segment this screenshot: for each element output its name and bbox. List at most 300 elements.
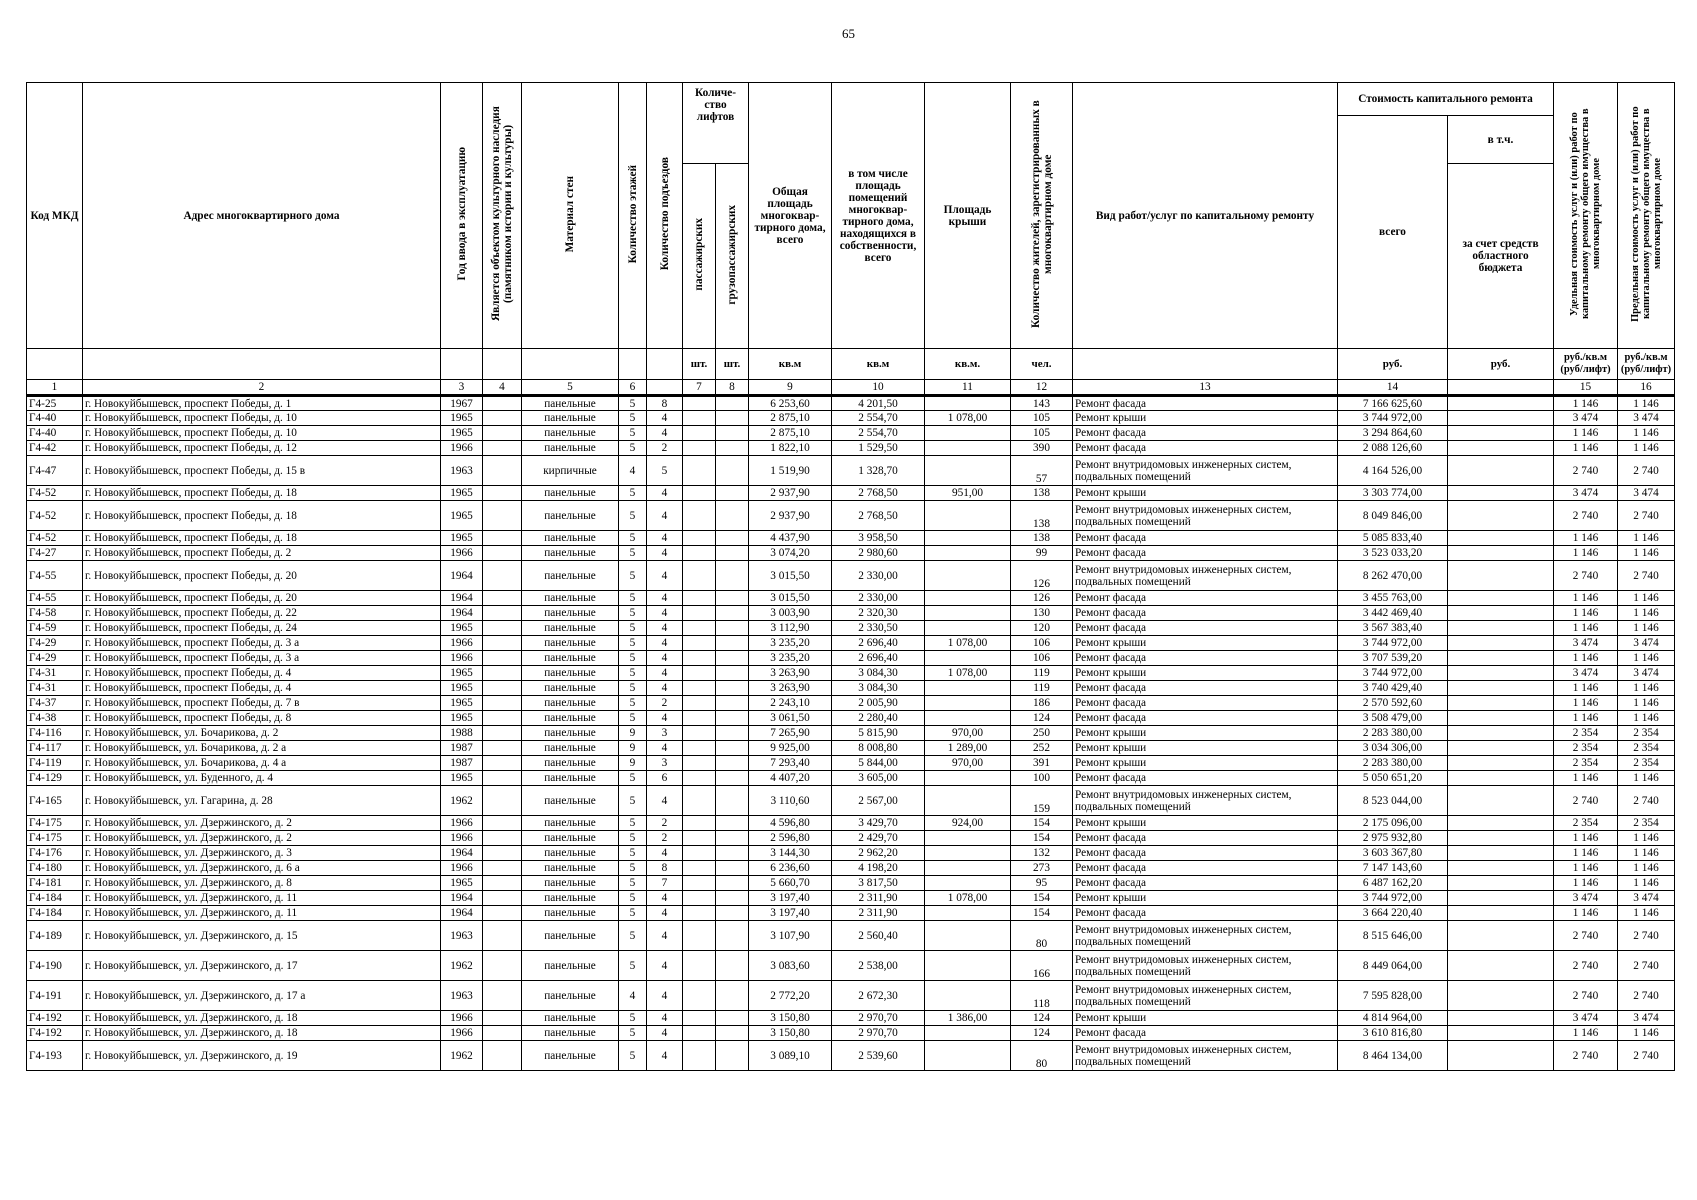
cell-address: г. Новокуйбышевск, ул. Бочарикова, д. 2 а (83, 741, 441, 756)
cell-residents: 80 (1011, 1041, 1073, 1071)
cell-address: г. Новокуйбышевск, ул. Дзержинского, д. 2 (83, 816, 441, 831)
cell-owned-area: 2 970,70 (832, 1026, 925, 1041)
cell-lifts-passenger (683, 1041, 716, 1071)
cell-lifts-cargo (716, 546, 749, 561)
cell-cost-total: 2 175 096,00 (1338, 816, 1448, 831)
cell-wall-material: панельные (522, 786, 619, 816)
cell-work-type: Ремонт внутридомовых инженерных систем, подвальных помещений (1073, 921, 1338, 951)
cell-lifts-cargo (716, 666, 749, 681)
cell-unit-cost: 2 354 (1554, 816, 1618, 831)
cell-code: Г4-58 (27, 606, 83, 621)
column-numbers-row (27, 380, 1675, 396)
column-number (1448, 380, 1554, 396)
cell-unit-cost: 1 146 (1554, 876, 1618, 891)
cell-residents: 118 (1011, 981, 1073, 1011)
cell-max-cost: 1 146 (1618, 441, 1675, 456)
cell-lifts-cargo (716, 846, 749, 861)
cell-entrances: 4 (647, 501, 683, 531)
cell-cost-total: 3 303 774,00 (1338, 486, 1448, 501)
table-row (27, 1041, 1675, 1071)
cell-max-cost: 1 146 (1618, 1026, 1675, 1041)
cell-cost-total: 3 744 972,00 (1338, 891, 1448, 906)
table-row (27, 906, 1675, 921)
cell-wall-material: панельные (522, 546, 619, 561)
cell-address: г. Новокуйбышевск, проспект Победы, д. 4 (83, 666, 441, 681)
cell-year: 1966 (441, 831, 483, 846)
cell-lifts-cargo (716, 921, 749, 951)
cell-heritage (483, 921, 522, 951)
cell-cost-total: 8 523 044,00 (1338, 786, 1448, 816)
cell-lifts-passenger (683, 456, 716, 486)
cell-owned-area: 2 962,20 (832, 846, 925, 861)
table-row (27, 861, 1675, 876)
cell-owned-area: 3 958,50 (832, 531, 925, 546)
cell-address: г. Новокуйбышевск, проспект Победы, д. 1 (83, 396, 441, 411)
cell-wall-material: панельные (522, 441, 619, 456)
cell-work-type: Ремонт фасада (1073, 591, 1338, 606)
units-row (27, 349, 1675, 380)
cell-entrances: 6 (647, 771, 683, 786)
cell-code: Г4-193 (27, 1041, 83, 1071)
cell-heritage (483, 546, 522, 561)
cell-address: г. Новокуйбышевск, проспект Победы, д. 20 (83, 561, 441, 591)
cell-code: Г4-52 (27, 486, 83, 501)
header-roof-area: Площадь крыши (925, 83, 1011, 349)
cell-entrances: 4 (647, 1041, 683, 1071)
cell-roof-area (925, 876, 1011, 891)
cell-heritage (483, 666, 522, 681)
cell-heritage (483, 906, 522, 921)
cell-work-type: Ремонт крыши (1073, 726, 1338, 741)
cell-cost-regional (1448, 921, 1554, 951)
cell-work-type: Ремонт фасада (1073, 651, 1338, 666)
cell-unit-cost: 1 146 (1554, 606, 1618, 621)
cell-residents: 130 (1011, 606, 1073, 621)
cell-address: г. Новокуйбышевск, ул. Дзержинского, д. 18 (83, 1011, 441, 1026)
cell-entrances: 4 (647, 546, 683, 561)
cell-max-cost: 2 740 (1618, 456, 1675, 486)
cell-lifts-cargo (716, 951, 749, 981)
cell-owned-area: 2 311,90 (832, 906, 925, 921)
cell-roof-area (925, 441, 1011, 456)
cell-roof-area: 1 386,00 (925, 1011, 1011, 1026)
cell-wall-material: панельные (522, 1041, 619, 1071)
cell-heritage (483, 636, 522, 651)
cell-unit-cost: 2 740 (1554, 561, 1618, 591)
cell-lifts-cargo (716, 636, 749, 651)
cell-cost-total: 2 283 380,00 (1338, 756, 1448, 771)
cell-cost-regional (1448, 396, 1554, 411)
table-row (27, 921, 1675, 951)
cell-total-area: 3 197,40 (749, 891, 832, 906)
cell-total-area: 3 150,80 (749, 1011, 832, 1026)
cell-code: Г4-55 (27, 561, 83, 591)
cell-lifts-cargo (716, 696, 749, 711)
cell-floors: 5 (619, 621, 647, 636)
cell-floors: 9 (619, 756, 647, 771)
column-number: 12 (1011, 380, 1073, 396)
cell-cost-total: 2 088 126,60 (1338, 441, 1448, 456)
cell-cost-total: 3 610 816,80 (1338, 1026, 1448, 1041)
cell-cost-total: 8 049 846,00 (1338, 501, 1448, 531)
column-number: 5 (522, 380, 619, 396)
cell-heritage (483, 711, 522, 726)
cell-entrances: 4 (647, 921, 683, 951)
cell-year: 1964 (441, 906, 483, 921)
cell-unit-cost: 2 354 (1554, 741, 1618, 756)
table-header (27, 83, 1675, 396)
column-number: 11 (925, 380, 1011, 396)
table-row (27, 726, 1675, 741)
cell-total-area: 2 596,80 (749, 831, 832, 846)
cell-entrances: 4 (647, 636, 683, 651)
cell-owned-area: 2 567,00 (832, 786, 925, 816)
cell-lifts-cargo (716, 1041, 749, 1071)
cell-owned-area: 3 429,70 (832, 816, 925, 831)
cell-heritage (483, 756, 522, 771)
column-number: 4 (483, 380, 522, 396)
cell-heritage (483, 486, 522, 501)
cell-address: г. Новокуйбышевск, ул. Бочарикова, д. 2 (83, 726, 441, 741)
unit-rub: руб. (1338, 349, 1448, 380)
cell-wall-material: панельные (522, 696, 619, 711)
cell-lifts-passenger (683, 681, 716, 696)
cell-cost-regional (1448, 411, 1554, 426)
cell-address: г. Новокуйбышевск, проспект Победы, д. 4 (83, 681, 441, 696)
cell-residents: 138 (1011, 501, 1073, 531)
cell-lifts-cargo (716, 486, 749, 501)
cell-work-type: Ремонт фасада (1073, 906, 1338, 921)
cell-residents: 126 (1011, 561, 1073, 591)
cell-entrances: 4 (647, 1011, 683, 1026)
column-number: 2 (83, 380, 441, 396)
cell-heritage (483, 726, 522, 741)
cell-wall-material: панельные (522, 846, 619, 861)
cell-total-area: 6 253,60 (749, 396, 832, 411)
cell-owned-area: 3 817,50 (832, 876, 925, 891)
column-number: 9 (749, 380, 832, 396)
cell-unit-cost: 2 740 (1554, 456, 1618, 486)
cell-max-cost: 3 474 (1618, 666, 1675, 681)
cell-max-cost: 1 146 (1618, 906, 1675, 921)
cell-max-cost: 1 146 (1618, 651, 1675, 666)
cell-year: 1966 (441, 1026, 483, 1041)
cell-unit-cost: 1 146 (1554, 621, 1618, 636)
table-row (27, 756, 1675, 771)
cell-code: Г4-29 (27, 636, 83, 651)
cell-work-type: Ремонт внутридомовых инженерных систем, подвальных помещений (1073, 456, 1338, 486)
cell-entrances: 4 (647, 786, 683, 816)
cell-lifts-cargo (716, 441, 749, 456)
column-number: 7 (683, 380, 716, 396)
cell-cost-regional (1448, 981, 1554, 1011)
cell-cost-total: 4 164 526,00 (1338, 456, 1448, 486)
cell-total-area: 3 263,90 (749, 666, 832, 681)
cell-wall-material: панельные (522, 771, 619, 786)
header-wall-material: Материал стен (522, 83, 619, 349)
cell-unit-cost: 1 146 (1554, 651, 1618, 666)
cell-max-cost: 1 146 (1618, 606, 1675, 621)
cell-total-area: 2 937,90 (749, 501, 832, 531)
cell-max-cost: 1 146 (1618, 681, 1675, 696)
cell-floors: 5 (619, 906, 647, 921)
cell-cost-total: 8 262 470,00 (1338, 561, 1448, 591)
cell-lifts-cargo (716, 651, 749, 666)
cell-year: 1962 (441, 951, 483, 981)
header-code: Код МКД (27, 83, 83, 349)
cell-residents: 154 (1011, 831, 1073, 846)
cell-work-type: Ремонт фасада (1073, 846, 1338, 861)
cell-year: 1962 (441, 786, 483, 816)
cell-heritage (483, 771, 522, 786)
cell-floors: 5 (619, 696, 647, 711)
cell-roof-area: 970,00 (925, 756, 1011, 771)
cell-total-area: 3 003,90 (749, 606, 832, 621)
cell-roof-area (925, 951, 1011, 981)
cell-roof-area (925, 846, 1011, 861)
cell-code: Г4-40 (27, 411, 83, 426)
cell-address: г. Новокуйбышевск, ул. Буденного, д. 4 (83, 771, 441, 786)
cell-wall-material: панельные (522, 621, 619, 636)
cell-work-type: Ремонт фасада (1073, 711, 1338, 726)
cell-lifts-passenger (683, 426, 716, 441)
cell-unit-cost: 1 146 (1554, 426, 1618, 441)
cell-cost-total: 5 085 833,40 (1338, 531, 1448, 546)
header-residents: Количество жителей, зарегистрированных в многоквартирном доме (1011, 83, 1073, 349)
cell-residents: 100 (1011, 771, 1073, 786)
cell-cost-regional (1448, 906, 1554, 921)
cell-work-type: Ремонт крыши (1073, 636, 1338, 651)
cell-code: Г4-52 (27, 501, 83, 531)
cell-entrances: 4 (647, 906, 683, 921)
cell-heritage (483, 396, 522, 411)
cell-lifts-cargo (716, 771, 749, 786)
cell-address: г. Новокуйбышевск, проспект Победы, д. 3 а (83, 636, 441, 651)
cell-roof-area (925, 456, 1011, 486)
cell-entrances: 2 (647, 816, 683, 831)
cell-heritage (483, 606, 522, 621)
cell-entrances: 8 (647, 396, 683, 411)
cell-roof-area (925, 681, 1011, 696)
cell-lifts-passenger (683, 816, 716, 831)
cell-max-cost: 2 354 (1618, 726, 1675, 741)
cell-heritage (483, 891, 522, 906)
cell-roof-area: 1 078,00 (925, 666, 1011, 681)
unit-per: руб./кв.м (руб/лифт) (1554, 349, 1618, 380)
cell-address: г. Новокуйбышевск, ул. Дзержинского, д. 3 (83, 846, 441, 861)
cell-residents: 154 (1011, 906, 1073, 921)
cell-owned-area: 4 198,20 (832, 861, 925, 876)
cell-code: Г4-184 (27, 891, 83, 906)
table-row (27, 741, 1675, 756)
cell-lifts-cargo (716, 411, 749, 426)
header-unit-cost: Удельная стоимость услуг и (или) работ по капитальному ремонту общего имущества в многоквартирном доме (1554, 83, 1618, 349)
cell-entrances: 4 (647, 591, 683, 606)
cell-address: г. Новокуйбышевск, проспект Победы, д. 24 (83, 621, 441, 636)
unit-area: кв.м. (925, 349, 1011, 380)
cell-work-type: Ремонт фасада (1073, 426, 1338, 441)
cell-cost-total: 3 567 383,40 (1338, 621, 1448, 636)
cell-max-cost: 1 146 (1618, 696, 1675, 711)
cell-code: Г4-55 (27, 591, 83, 606)
cell-lifts-cargo (716, 396, 749, 411)
cell-cost-regional (1448, 426, 1554, 441)
cell-cost-regional (1448, 846, 1554, 861)
cell-year: 1965 (441, 426, 483, 441)
column-number: 14 (1338, 380, 1448, 396)
cell-lifts-cargo (716, 426, 749, 441)
cell-unit-cost: 3 474 (1554, 891, 1618, 906)
cell-total-area: 9 925,00 (749, 741, 832, 756)
cell-heritage (483, 1026, 522, 1041)
cell-lifts-passenger (683, 876, 716, 891)
cell-roof-area: 924,00 (925, 816, 1011, 831)
cell-lifts-cargo (716, 861, 749, 876)
cell-floors: 4 (619, 981, 647, 1011)
cell-roof-area (925, 696, 1011, 711)
cell-roof-area: 970,00 (925, 726, 1011, 741)
cell-owned-area: 2 538,00 (832, 951, 925, 981)
cell-year: 1965 (441, 501, 483, 531)
cell-year: 1966 (441, 861, 483, 876)
table-row (27, 441, 1675, 456)
cell-floors: 5 (619, 861, 647, 876)
cell-floors: 5 (619, 426, 647, 441)
cell-entrances: 4 (647, 411, 683, 426)
cell-code: Г4-129 (27, 771, 83, 786)
cell-heritage (483, 441, 522, 456)
cell-entrances: 4 (647, 426, 683, 441)
cell-roof-area: 1 289,00 (925, 741, 1011, 756)
cell-unit-cost: 1 146 (1554, 531, 1618, 546)
cell-floors: 5 (619, 1011, 647, 1026)
cell-cost-total: 3 455 763,00 (1338, 591, 1448, 606)
cell-lifts-cargo (716, 711, 749, 726)
cell-work-type: Ремонт крыши (1073, 486, 1338, 501)
cell-code: Г4-191 (27, 981, 83, 1011)
cell-lifts-passenger (683, 696, 716, 711)
cell-max-cost: 2 740 (1618, 921, 1675, 951)
cell-heritage (483, 1011, 522, 1026)
table-row (27, 606, 1675, 621)
cell-work-type: Ремонт крыши (1073, 891, 1338, 906)
cell-cost-regional (1448, 726, 1554, 741)
cell-year: 1965 (441, 531, 483, 546)
cell-lifts-passenger (683, 786, 716, 816)
cell-entrances: 4 (647, 1026, 683, 1041)
cell-lifts-passenger (683, 621, 716, 636)
column-number: 3 (441, 380, 483, 396)
cell-address: г. Новокуйбышевск, ул. Дзержинского, д. 2 (83, 831, 441, 846)
cell-residents: 106 (1011, 651, 1073, 666)
cell-entrances: 4 (647, 891, 683, 906)
cell-code: Г4-116 (27, 726, 83, 741)
cell-cost-total: 3 603 367,80 (1338, 846, 1448, 861)
cell-cost-regional (1448, 756, 1554, 771)
cell-unit-cost: 2 740 (1554, 981, 1618, 1011)
cell-year: 1963 (441, 456, 483, 486)
cell-work-type: Ремонт фасада (1073, 1026, 1338, 1041)
cell-residents: 143 (1011, 396, 1073, 411)
cell-floors: 5 (619, 681, 647, 696)
cell-year: 1966 (441, 441, 483, 456)
cell-code: Г4-37 (27, 696, 83, 711)
cell-year: 1966 (441, 636, 483, 651)
cell-unit-cost: 3 474 (1554, 636, 1618, 651)
cell-heritage (483, 591, 522, 606)
cell-cost-total: 8 464 134,00 (1338, 1041, 1448, 1071)
cell-lifts-cargo (716, 531, 749, 546)
cell-floors: 5 (619, 816, 647, 831)
header-work-type: Вид работ/услуг по капитальному ремонту (1073, 83, 1338, 349)
cell-year: 1965 (441, 621, 483, 636)
cell-wall-material: панельные (522, 606, 619, 621)
cell-year: 1966 (441, 651, 483, 666)
cell-roof-area (925, 906, 1011, 921)
cell-cost-regional (1448, 441, 1554, 456)
cell-cost-total: 3 664 220,40 (1338, 906, 1448, 921)
cell-lifts-passenger (683, 741, 716, 756)
cell-wall-material: панельные (522, 1011, 619, 1026)
cell-heritage (483, 531, 522, 546)
cell-wall-material: кирпичные (522, 456, 619, 486)
cell-floors: 5 (619, 786, 647, 816)
cell-heritage (483, 456, 522, 486)
cell-lifts-passenger (683, 396, 716, 411)
cell-unit-cost: 1 146 (1554, 1026, 1618, 1041)
cell-code: Г4-47 (27, 456, 83, 486)
cell-heritage (483, 696, 522, 711)
table-row (27, 891, 1675, 906)
cell-heritage (483, 681, 522, 696)
cell-total-area: 3 235,20 (749, 636, 832, 651)
cell-roof-area (925, 621, 1011, 636)
table-row (27, 786, 1675, 816)
cell-unit-cost: 2 740 (1554, 921, 1618, 951)
cell-lifts-passenger (683, 951, 716, 981)
cell-total-area: 7 293,40 (749, 756, 832, 771)
cell-lifts-cargo (716, 741, 749, 756)
cell-lifts-passenger (683, 906, 716, 921)
cell-wall-material: панельные (522, 426, 619, 441)
cell-floors: 5 (619, 411, 647, 426)
column-number: 8 (716, 380, 749, 396)
cell-roof-area (925, 786, 1011, 816)
page-number: 65 (842, 26, 855, 41)
cell-residents: 186 (1011, 696, 1073, 711)
cell-cost-regional (1448, 666, 1554, 681)
cell-unit-cost: 1 146 (1554, 771, 1618, 786)
cell-entrances: 2 (647, 696, 683, 711)
cell-floors: 5 (619, 831, 647, 846)
cell-max-cost: 2 354 (1618, 816, 1675, 831)
table-row (27, 456, 1675, 486)
cell-cost-total: 4 814 964,00 (1338, 1011, 1448, 1026)
cell-owned-area: 2 696,40 (832, 651, 925, 666)
cell-roof-area (925, 531, 1011, 546)
cell-work-type: Ремонт фасада (1073, 861, 1338, 876)
cell-total-area: 3 144,30 (749, 846, 832, 861)
cell-code: Г4-31 (27, 666, 83, 681)
cell-floors: 5 (619, 591, 647, 606)
cell-lifts-passenger (683, 531, 716, 546)
cell-lifts-cargo (716, 681, 749, 696)
cell-owned-area: 2 672,30 (832, 981, 925, 1011)
cell-lifts-cargo (716, 726, 749, 741)
cell-total-area: 2 243,10 (749, 696, 832, 711)
cell-total-area: 3 235,20 (749, 651, 832, 666)
cell-work-type: Ремонт фасада (1073, 681, 1338, 696)
